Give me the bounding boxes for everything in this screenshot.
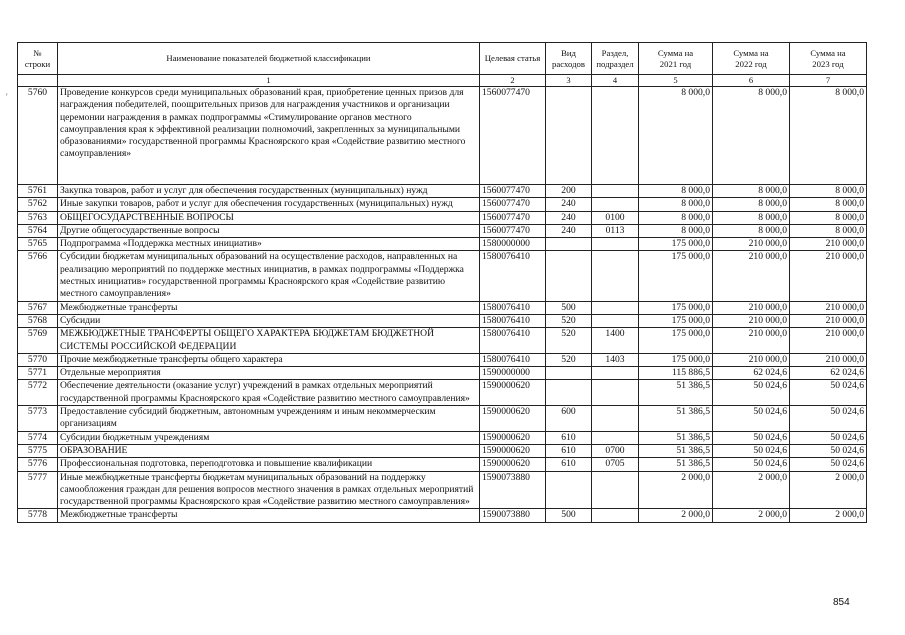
column-number-blank — [18, 75, 58, 87]
cell-row-no: 5766 — [18, 251, 58, 301]
header-row-no — [18, 43, 58, 75]
cell-row-no: 5773 — [18, 406, 58, 432]
cell-sum-2022: 62 024,6 — [713, 367, 790, 380]
cell-section — [592, 87, 639, 185]
header-section-text: Раздел, подраздел — [596, 47, 634, 69]
table-row — [18, 471, 867, 509]
cell-name: ОБЩЕГОСУДАРСТВЕННЫЕ ВОПРОСЫ — [58, 211, 480, 224]
cell-target: 1590000000 — [480, 367, 546, 380]
cell-name: Предоставление субсидий бюджетным, автономным учреждениям и иным некоммерческим организациям — [58, 406, 480, 432]
cell-sum-2021: 51 386,5 — [639, 444, 713, 457]
column-number: 2 — [480, 75, 546, 87]
table-header-row — [18, 43, 867, 75]
cell-name: Проведение конкурсов среди муниципальных образований края, приобретение ценных призов для награждения победителей, поощрительных призов для награждения участников и организации церемонии награждения в рамках подпрограммы «Стимулирование органов местного самоуправления края к эффективной реализации полномочий, закрепленных за муниципальными образованиями» государственной программы Красноярского края «Содействие развитию местного самоуправления» — [58, 87, 480, 185]
cell-sum-2022: 210 000,0 — [713, 251, 790, 301]
table-row — [18, 367, 867, 380]
header-sum-2023 — [790, 43, 867, 75]
header-row-no-text: № строки — [24, 47, 51, 69]
cell-section — [592, 471, 639, 509]
table-row — [18, 431, 867, 444]
cell-name: Закупка товаров, работ и услуг для обеспечения государственных (муниципальных) нужд — [58, 185, 480, 198]
cell-sum-2023: 210 000,0 — [790, 301, 867, 314]
cell-sum-2021: 2 000,0 — [639, 471, 713, 509]
cell-sum-2023: 210 000,0 — [790, 314, 867, 327]
cell-name: Профессиональная подготовка, переподготовка и повышение квалификации — [58, 458, 480, 471]
header-target-text: Целевая статья — [484, 53, 541, 63]
cell-target: 1590073880 — [480, 509, 546, 522]
cell-sum-2023: 2 000,0 — [790, 509, 867, 522]
cell-target: 1590000620 — [480, 458, 546, 471]
cell-exp-type: 200 — [546, 185, 592, 198]
header-target — [480, 43, 546, 75]
cell-sum-2023: 210 000,0 — [790, 251, 867, 301]
cell-sum-2022: 8 000,0 — [713, 211, 790, 224]
cell-row-no: 5774 — [18, 431, 58, 444]
cell-row-no: 5771 — [18, 367, 58, 380]
cell-section: 1400 — [592, 328, 639, 354]
cell-row-no: 5775 — [18, 444, 58, 457]
cell-sum-2023: 2 000,0 — [790, 471, 867, 509]
cell-exp-type — [546, 380, 592, 406]
table-row — [18, 353, 867, 366]
cell-sum-2023: 210 000,0 — [790, 238, 867, 251]
table-row — [18, 509, 867, 522]
cell-exp-type: 610 — [546, 431, 592, 444]
cell-target: 1580076410 — [480, 251, 546, 301]
cell-sum-2023: 210 000,0 — [790, 353, 867, 366]
cell-target: 1560077470 — [480, 211, 546, 224]
cell-name: Отдельные мероприятия — [58, 367, 480, 380]
cell-exp-type — [546, 238, 592, 251]
cell-name: Другие общегосударственные вопросы — [58, 224, 480, 237]
cell-target: 1590000620 — [480, 380, 546, 406]
cell-sum-2023: 50 024,6 — [790, 380, 867, 406]
table-row — [18, 198, 867, 211]
cell-section — [592, 431, 639, 444]
cell-target: 1580000000 — [480, 238, 546, 251]
cell-section: 1403 — [592, 353, 639, 366]
cell-exp-type: 520 — [546, 353, 592, 366]
table-row — [18, 328, 867, 354]
header-sum-2021 — [639, 43, 713, 75]
cell-row-no: 5778 — [18, 509, 58, 522]
table-row — [18, 87, 867, 185]
header-exp-type-text: Вид расходов — [552, 47, 585, 69]
cell-sum-2023: 62 024,6 — [790, 367, 867, 380]
header-sum-2021-text: Сумма на 2021 год — [657, 47, 694, 69]
cell-sum-2023: 50 024,6 — [790, 444, 867, 457]
cell-row-no: 5770 — [18, 353, 58, 366]
table-body — [18, 87, 867, 523]
cell-exp-type: 500 — [546, 301, 592, 314]
cell-sum-2021: 175 000,0 — [639, 238, 713, 251]
cell-name: Иные закупки товаров, работ и услуг для обеспечения государственных (муниципальных) нужд — [58, 198, 480, 211]
cell-section — [592, 367, 639, 380]
cell-sum-2021: 51 386,5 — [639, 380, 713, 406]
cell-exp-type — [546, 87, 592, 185]
table-row — [18, 211, 867, 224]
cell-sum-2023: 50 024,6 — [790, 431, 867, 444]
cell-name: Межбюджетные трансферты — [58, 301, 480, 314]
cell-sum-2021: 175 000,0 — [639, 314, 713, 327]
cell-target: 1590000620 — [480, 431, 546, 444]
cell-sum-2023: 50 024,6 — [790, 458, 867, 471]
cell-target: 1580076410 — [480, 353, 546, 366]
cell-row-no: 5761 — [18, 185, 58, 198]
table-row — [18, 314, 867, 327]
cell-sum-2022: 210 000,0 — [713, 353, 790, 366]
cell-row-no: 5765 — [18, 238, 58, 251]
cell-row-no: 5763 — [18, 211, 58, 224]
cell-target: 1590000620 — [480, 444, 546, 457]
cell-section — [592, 509, 639, 522]
cell-row-no: 5772 — [18, 380, 58, 406]
budget-table — [17, 42, 867, 523]
cell-exp-type: 610 — [546, 444, 592, 457]
cell-exp-type: 240 — [546, 211, 592, 224]
table-row — [18, 444, 867, 457]
cell-sum-2023: 8 000,0 — [790, 224, 867, 237]
cell-name: ОБРАЗОВАНИЕ — [58, 444, 480, 457]
cell-sum-2022: 50 024,6 — [713, 444, 790, 457]
cell-section — [592, 314, 639, 327]
cell-sum-2022: 50 024,6 — [713, 406, 790, 432]
cell-target: 1580076410 — [480, 314, 546, 327]
cell-sum-2022: 2 000,0 — [713, 509, 790, 522]
cell-section — [592, 406, 639, 432]
table-row — [18, 458, 867, 471]
cell-row-no: 5762 — [18, 198, 58, 211]
cell-sum-2022: 50 024,6 — [713, 431, 790, 444]
header-sum-2022 — [713, 43, 790, 75]
column-number: 1 — [58, 75, 480, 87]
table-row — [18, 185, 867, 198]
cell-name: МЕЖБЮДЖЕТНЫЕ ТРАНСФЕРТЫ ОБЩЕГО ХАРАКТЕРА БЮДЖЕТАМ БЮДЖЕТНОЙ СИСТЕМЫ РОССИЙСКОЙ ФЕДЕРАЦИИ — [58, 328, 480, 354]
cell-exp-type: 240 — [546, 198, 592, 211]
cell-row-no: 5776 — [18, 458, 58, 471]
column-number: 3 — [546, 75, 592, 87]
cell-exp-type: 520 — [546, 314, 592, 327]
cell-exp-type: 600 — [546, 406, 592, 432]
cell-target: 1560077470 — [480, 198, 546, 211]
cell-exp-type: 500 — [546, 509, 592, 522]
cell-name: Обеспечение деятельности (оказание услуг) учреждений в рамках отдельных мероприятий государственной программы Красноярского края «Содействие развитию местного самоуправления» — [58, 380, 480, 406]
table-row — [18, 251, 867, 301]
cell-name: Субсидии бюджетным учреждениям — [58, 431, 480, 444]
cell-section — [592, 380, 639, 406]
cell-target: 1560077470 — [480, 185, 546, 198]
cell-section — [592, 251, 639, 301]
cell-sum-2021: 8 000,0 — [639, 185, 713, 198]
cell-sum-2021: 51 386,5 — [639, 431, 713, 444]
cell-sum-2023: 50 024,6 — [790, 406, 867, 432]
cell-section: 0113 — [592, 224, 639, 237]
column-number: 5 — [639, 75, 713, 87]
table-row — [18, 238, 867, 251]
cell-exp-type: 520 — [546, 328, 592, 354]
cell-section: 0705 — [592, 458, 639, 471]
cell-sum-2022: 210 000,0 — [713, 238, 790, 251]
cell-section: 0100 — [592, 211, 639, 224]
cell-sum-2021: 2 000,0 — [639, 509, 713, 522]
column-number: 4 — [592, 75, 639, 87]
cell-sum-2021: 8 000,0 — [639, 224, 713, 237]
cell-target: 1580076410 — [480, 328, 546, 354]
cell-sum-2021: 8 000,0 — [639, 198, 713, 211]
table-row — [18, 406, 867, 432]
cell-sum-2022: 8 000,0 — [713, 87, 790, 185]
cell-sum-2022: 8 000,0 — [713, 185, 790, 198]
header-section — [592, 43, 639, 75]
cell-sum-2022: 210 000,0 — [713, 328, 790, 354]
cell-sum-2022: 2 000,0 — [713, 471, 790, 509]
cell-exp-type: 610 — [546, 458, 592, 471]
cell-sum-2021: 8 000,0 — [639, 87, 713, 185]
cell-target: 1560077470 — [480, 87, 546, 185]
page-number: 854 — [833, 597, 850, 608]
cell-target: 1560077470 — [480, 224, 546, 237]
cell-target: 1590000620 — [480, 406, 546, 432]
cell-row-no: 5760 — [18, 87, 58, 185]
cell-sum-2022: 8 000,0 — [713, 198, 790, 211]
column-number: 7 — [790, 75, 867, 87]
cell-sum-2021: 51 386,5 — [639, 406, 713, 432]
header-exp-type — [546, 43, 592, 75]
header-name — [58, 43, 480, 75]
cell-row-no: 5764 — [18, 224, 58, 237]
cell-sum-2022: 8 000,0 — [713, 224, 790, 237]
cell-sum-2021: 115 886,5 — [639, 367, 713, 380]
cell-target: 1590073880 — [480, 471, 546, 509]
cell-row-no: 5769 — [18, 328, 58, 354]
cell-exp-type — [546, 367, 592, 380]
cell-section — [592, 238, 639, 251]
cell-exp-type: 240 — [546, 224, 592, 237]
cell-name: Иные межбюджетные трансферты бюджетам муниципальных образований на поддержку самообложения граждан для решения вопросов местного значения в рамках отдельных мероприятий государственной программы Красноярского края «Содействие развитию местного самоуправления» — [58, 471, 480, 509]
cell-section — [592, 198, 639, 211]
cell-row-no: 5767 — [18, 301, 58, 314]
column-number-row — [18, 75, 867, 87]
cell-name: Прочие межбюджетные трансферты общего характера — [58, 353, 480, 366]
header-name-text: Наименование показателей бюджетной классификации — [166, 53, 371, 63]
cell-name: Субсидии бюджетам муниципальных образований на осуществление расходов, направленных на реализацию мероприятий по поддержке местных инициатив, в рамках подпрограммы «Поддержка местных инициатив» государственной программы Красноярского края «Содействие развитию местного самоуправления» — [58, 251, 480, 301]
cell-sum-2023: 8 000,0 — [790, 211, 867, 224]
table-row — [18, 380, 867, 406]
cell-exp-type — [546, 471, 592, 509]
cell-exp-type — [546, 251, 592, 301]
cell-section — [592, 301, 639, 314]
cell-sum-2023: 8 000,0 — [790, 185, 867, 198]
table-row — [18, 301, 867, 314]
cell-name: Подпрограмма «Поддержка местных инициатив» — [58, 238, 480, 251]
cell-sum-2021: 175 000,0 — [639, 301, 713, 314]
cell-sum-2021: 8 000,0 — [639, 211, 713, 224]
cell-sum-2023: 8 000,0 — [790, 87, 867, 185]
cell-sum-2021: 175 000,0 — [639, 251, 713, 301]
cell-row-no: 5768 — [18, 314, 58, 327]
cell-name: Субсидии — [58, 314, 480, 327]
cell-sum-2022: 50 024,6 — [713, 380, 790, 406]
cell-sum-2022: 210 000,0 — [713, 301, 790, 314]
column-number: 6 — [713, 75, 790, 87]
cell-sum-2022: 210 000,0 — [713, 314, 790, 327]
table-row — [18, 224, 867, 237]
header-sum-2022-text: Сумма на 2022 год — [733, 47, 769, 69]
cell-sum-2021: 51 386,5 — [639, 458, 713, 471]
cell-section — [592, 185, 639, 198]
cell-sum-2021: 175 000,0 — [639, 328, 713, 354]
header-sum-2023-text: Сумма на 2023 год — [810, 47, 846, 69]
cell-target: 1580076410 — [480, 301, 546, 314]
cell-sum-2022: 50 024,6 — [713, 458, 790, 471]
cell-sum-2023: 210 000,0 — [790, 328, 867, 354]
margin-mark: ' — [6, 92, 8, 102]
cell-sum-2023: 8 000,0 — [790, 198, 867, 211]
cell-name: Межбюджетные трансферты — [58, 509, 480, 522]
cell-section: 0700 — [592, 444, 639, 457]
cell-row-no: 5777 — [18, 471, 58, 509]
cell-sum-2021: 175 000,0 — [639, 353, 713, 366]
